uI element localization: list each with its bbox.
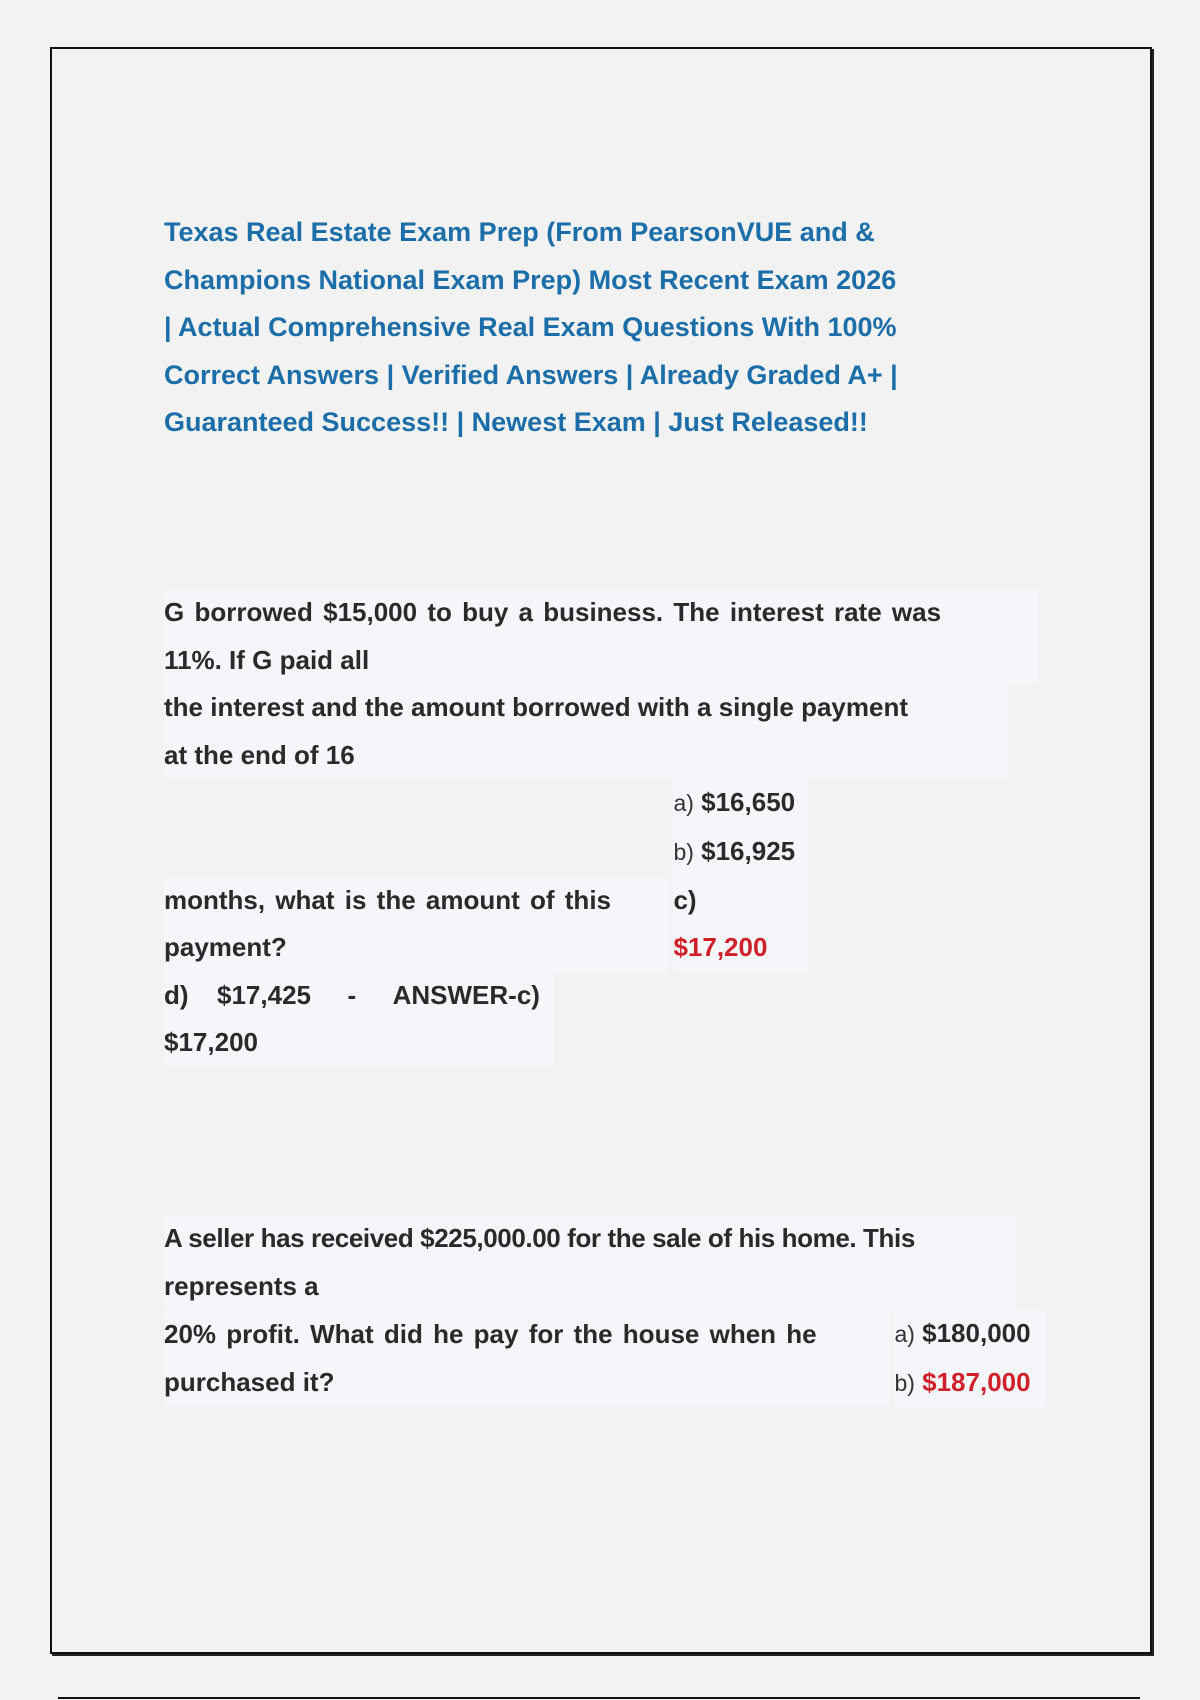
question-2 xyxy=(164,1215,1150,1407)
option-letter: a) xyxy=(673,790,694,817)
question-stem-line: represents a xyxy=(164,1270,319,1301)
correct-answer-value: $187,000 xyxy=(922,1366,1031,1397)
answer-value: $17,200 xyxy=(164,1027,258,1058)
answer-label: ANSWER-c) xyxy=(392,979,540,1010)
option-value: $16,925 xyxy=(701,835,796,866)
option-letter: b) xyxy=(894,1369,915,1396)
option-d xyxy=(164,972,554,1020)
question-stem-line: purchased it? xyxy=(164,1366,335,1397)
question-stem-line: G borrowed $15,000 to buy a business. The interest rate was xyxy=(164,597,942,627)
question-2-options xyxy=(894,1310,1046,1407)
question-stem-line: months, what is the amount of this xyxy=(164,884,611,915)
question-stem-line: 20% profit. What did he pay for the house when he xyxy=(164,1319,817,1350)
option-b xyxy=(673,828,809,877)
title-line: Guaranteed Success!! | Newest Exam | Just Released!! xyxy=(164,407,868,437)
question-1-stem-part2 xyxy=(164,684,1008,779)
option-c-value xyxy=(673,924,809,972)
correct-answer-value: $17,200 xyxy=(673,932,768,963)
answer-separator: - xyxy=(347,979,357,1010)
question-stem-line: payment? xyxy=(164,932,287,963)
question-1-stem-part3 xyxy=(164,877,669,972)
option-a xyxy=(894,1310,1046,1359)
option-letter: a) xyxy=(894,1321,915,1348)
next-page-edge xyxy=(58,1697,1140,1699)
question-stem-line: at the end of 16 xyxy=(164,739,355,770)
title-line: Champions National Exam Prep) Most Recent Exam 2026 xyxy=(164,264,897,295)
question-1-options-ab xyxy=(673,779,809,971)
question-stem-line: the interest and the amount borrowed with a single payment xyxy=(164,692,908,723)
answer-value-line xyxy=(164,1019,554,1067)
document-title xyxy=(164,209,984,447)
option-value: $17,425 xyxy=(217,979,311,1010)
question-2-stem-part1 xyxy=(164,1215,1016,1310)
option-value: $180,000 xyxy=(922,1318,1031,1349)
option-b xyxy=(894,1359,1046,1408)
option-letter: b) xyxy=(673,838,694,865)
option-letter: c) xyxy=(673,884,697,915)
title-line: | Actual Comprehensive Real Exam Questions With 100% xyxy=(164,312,897,342)
question-1-options-d xyxy=(164,972,554,1067)
option-a xyxy=(673,779,809,828)
document-page xyxy=(50,47,1152,1654)
option-letter: d) xyxy=(164,979,189,1010)
question-1 xyxy=(164,589,1150,1067)
option-value: $16,650 xyxy=(701,787,796,818)
option-c-letter xyxy=(673,877,809,925)
question-2-stem-part2 xyxy=(164,1311,890,1406)
title-line: Texas Real Estate Exam Prep (From PearsonVUE and & xyxy=(164,217,875,247)
title-line: Correct Answers | Verified Answers | Already Graded A+ | xyxy=(164,359,898,390)
question-stem-line: A seller has received $225,000.00 for the sale of his home. This xyxy=(164,1223,915,1253)
question-1-stem-part1 xyxy=(164,589,1038,684)
question-stem-line: 11%. If G paid all xyxy=(164,644,370,675)
